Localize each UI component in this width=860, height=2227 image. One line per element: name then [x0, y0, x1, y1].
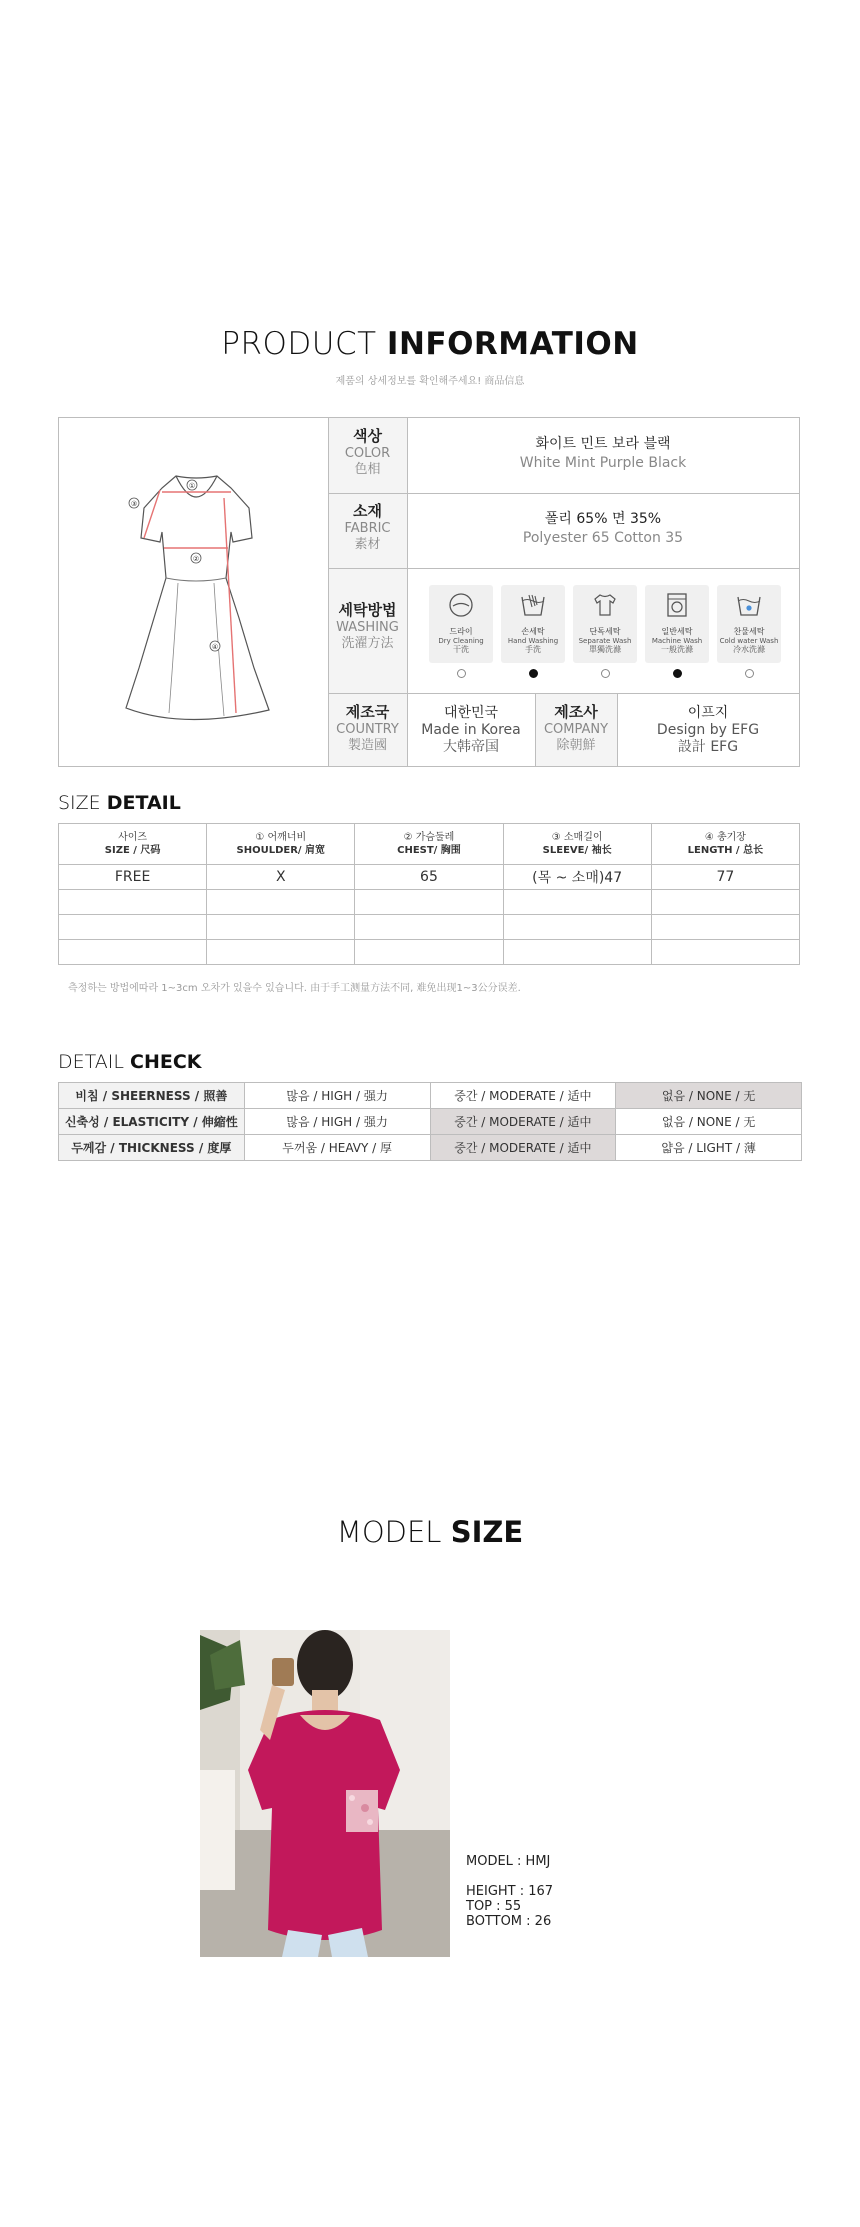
size-cell: FREE: [59, 865, 207, 890]
size-cell: [355, 940, 503, 965]
wash-radio: [601, 669, 610, 678]
wash-label-zh: 冷水洗滌: [733, 644, 765, 654]
size-cell: 65: [355, 865, 503, 890]
table-row: [59, 940, 800, 965]
size-cell: [59, 940, 207, 965]
size-cell: [59, 890, 207, 915]
header-en: CHEST/ 胸围: [397, 845, 461, 856]
check-row-sheerness: [59, 1083, 802, 1109]
country-value-ko: 대한민국: [443, 705, 499, 721]
header-ko: ② 가슴둘레: [403, 831, 455, 843]
size-cell: [59, 915, 207, 940]
check-option: 중간 / MODERATE / 适中: [430, 1135, 616, 1161]
table-row: [59, 915, 800, 940]
size-cell: [207, 940, 355, 965]
color-label: [328, 427, 407, 478]
table-row: [59, 890, 800, 915]
check-option: 많음 / HIGH / 强力: [244, 1083, 430, 1109]
wash-radio: [529, 669, 538, 678]
company-value-zh: 設計 EFG: [677, 738, 739, 755]
marker-1-label: ①: [188, 482, 196, 490]
divider: [328, 493, 799, 494]
fabric-value: [407, 510, 799, 548]
wash-radio: [673, 669, 682, 678]
page-subtitle: 제품의 상세정보를 확인해주세요! 商品信息: [335, 376, 525, 387]
check-option: 많음 / HIGH / 强力: [244, 1109, 430, 1135]
size-cell: [207, 915, 355, 940]
model-bottom: BOTTOM : 26: [466, 1914, 552, 1929]
check-title-bold: CHECK: [130, 1051, 202, 1073]
header-ko: ① 어깨너비: [255, 831, 307, 843]
fabric-label-ko: 소재: [353, 502, 382, 520]
wash-label-en: Cold water Wash: [719, 636, 779, 645]
check-title-light: DETAIL: [58, 1051, 124, 1073]
size-cell: [503, 915, 651, 940]
company-label-ko: 제조사: [554, 703, 598, 721]
machine-wash-tile: [645, 585, 709, 663]
size-cell: [651, 915, 799, 940]
wash-radio: [457, 669, 466, 678]
wash-label-en: Hand Washing: [507, 636, 559, 645]
header-en: LENGTH / 总长: [687, 845, 764, 856]
wash-label-ko: 일반세탁: [661, 627, 693, 636]
cold-water-wash-icon: [735, 591, 763, 619]
size-header-cell: [503, 824, 651, 865]
size-cell: (목 ~ 소매)47: [503, 865, 651, 890]
company-label-en: COMPANY: [543, 721, 609, 737]
title-bold: INFORMATION: [386, 326, 639, 362]
fabric-label-en: FABRIC: [344, 520, 391, 536]
model-title-bold: SIZE: [450, 1515, 524, 1549]
size-header-cell: [651, 824, 799, 865]
wash-label-ko: 손세탁: [521, 627, 545, 636]
wash-label-zh: 一般洗滌: [661, 644, 693, 654]
wash-label-ko: 드라이: [449, 627, 473, 636]
check-option: 없음 / NONE / 无: [616, 1083, 802, 1109]
check-option: 얇음 / LIGHT / 薄: [616, 1135, 802, 1161]
header-en: SLEEVE/ 袖长: [542, 845, 612, 856]
size-cell: 77: [651, 865, 799, 890]
size-cell: [355, 890, 503, 915]
header-ko: ④ 총기장: [704, 831, 746, 843]
company-value-en: Design by EFG: [656, 721, 760, 738]
marker-2-label: ②: [192, 555, 200, 563]
detail-check-title: [58, 1051, 202, 1073]
size-cell: X: [207, 865, 355, 890]
size-title-light: SIZE: [58, 792, 101, 814]
wash-radio: [745, 669, 754, 678]
company-label-zh: 除朝鮮: [556, 738, 596, 753]
wash-label-ko: 단독세탁: [589, 627, 621, 636]
color-value: [407, 435, 799, 473]
header-en: SIZE / 尺码: [104, 845, 161, 856]
cold-water-wash-tile: [717, 585, 781, 663]
fabric-value-ko: 폴리 65% 면 35%: [544, 511, 662, 527]
size-note: 측정하는 방법에따라 1~3cm 오차가 있을수 있습니다. 由于手工测量方法不同, 难免出现1~3公分误差.: [68, 983, 521, 994]
country-label-ko: 제조국: [345, 703, 390, 721]
check-label: 신축성 / ELASTICITY / 伸縮性: [59, 1109, 245, 1135]
color-label-en: COLOR: [344, 445, 391, 461]
hand-wash-tile: [501, 585, 565, 663]
size-title-bold: DETAIL: [106, 792, 181, 814]
fabric-label-zh: 素材: [354, 537, 381, 552]
fabric-label: [328, 502, 407, 553]
header-en: SHOULDER/ 肩宽: [236, 845, 326, 856]
divider: [328, 693, 799, 694]
company-value-ko: 이프지: [687, 705, 729, 721]
color-label-ko: 색상: [353, 427, 382, 445]
washing-label-zh: 洗濯方法: [341, 636, 394, 651]
size-cell: [651, 890, 799, 915]
company-value: [617, 705, 799, 755]
wash-label-ko: 찬물세탁: [733, 627, 765, 636]
size-detail-title: [58, 792, 181, 814]
size-cell: [503, 940, 651, 965]
fabric-value-en: Polyester 65 Cotton 35: [522, 529, 684, 546]
check-row-thickness: [59, 1135, 802, 1161]
size-cell: [355, 915, 503, 940]
wash-label-zh: 手洗: [525, 644, 541, 654]
color-value-en: White Mint Purple Black: [519, 454, 687, 471]
country-label-zh: 製造國: [347, 738, 387, 753]
country-value-zh: 大韩帝国: [443, 738, 499, 755]
size-header-row: [59, 824, 800, 865]
header-ko: ③ 소매길이: [551, 831, 603, 843]
model-info: [466, 1854, 553, 1929]
washing-label: [328, 601, 407, 652]
model-name: MODEL : HMJ: [466, 1854, 551, 1869]
size-cell: [651, 940, 799, 965]
wash-label-en: Dry Cleaning: [438, 636, 484, 645]
spacer: [466, 1869, 553, 1884]
check-label: 두께감 / THICKNESS / 度厚: [59, 1135, 245, 1161]
separate-wash-icon: [591, 591, 619, 619]
machine-wash-icon: [663, 591, 691, 619]
marker-3-label: ③: [130, 500, 138, 508]
dress-outline: [126, 476, 269, 720]
size-header-cell: [207, 824, 355, 865]
model-title-light: MODEL: [336, 1515, 442, 1549]
detail-check-table: [58, 1082, 802, 1161]
check-option: 두꺼움 / HEAVY / 厚: [244, 1135, 430, 1161]
washing-label-ko: 세탁방법: [338, 601, 397, 619]
wash-label-zh: 干洗: [453, 644, 469, 654]
garment-diagram: [114, 468, 289, 728]
separate-wash-tile: [573, 585, 637, 663]
check-option: 중간 / MODERATE / 适中: [430, 1083, 616, 1109]
page-title: [0, 326, 860, 362]
table-row: [59, 865, 800, 890]
marker-4-label: ④: [211, 643, 219, 651]
color-value-ko: 화이트 민트 보라 블랙: [535, 436, 671, 452]
divider: [328, 568, 799, 569]
header-ko: 사이즈: [118, 831, 148, 843]
company-label: [535, 703, 617, 754]
model-height: HEIGHT : 167: [466, 1884, 554, 1899]
country-value-en: Made in Korea: [421, 721, 521, 738]
check-option: 없음 / NONE / 无: [616, 1109, 802, 1135]
country-label-en: COUNTRY: [336, 721, 399, 737]
title-light: PRODUCT: [221, 326, 377, 362]
hand-wash-icon: [519, 591, 547, 619]
size-table: [58, 823, 800, 965]
color-label-zh: 色相: [354, 462, 381, 477]
model-top: TOP : 55: [466, 1899, 522, 1914]
wash-label-en: Separate Wash: [578, 636, 632, 645]
dry-cleaning-tile: [429, 585, 493, 663]
model-size-title: [0, 1515, 860, 1549]
wash-label-zh: 單獨洗滌: [589, 644, 621, 654]
size-cell: [503, 890, 651, 915]
size-cell: [207, 890, 355, 915]
model-photo: [200, 1630, 450, 1957]
check-option: 중간 / MODERATE / 适中: [430, 1109, 616, 1135]
dry-cleaning-icon: [447, 591, 475, 619]
size-header-cell: [59, 824, 207, 865]
check-label: 비침 / SHEERNESS / 照善: [59, 1083, 245, 1109]
wash-label-en: Machine Wash: [651, 636, 703, 645]
check-row-elasticity: [59, 1109, 802, 1135]
washing-label-en: WASHING: [336, 619, 399, 635]
country-label: [328, 703, 407, 754]
country-value: [407, 705, 535, 755]
size-header-cell: [355, 824, 503, 865]
